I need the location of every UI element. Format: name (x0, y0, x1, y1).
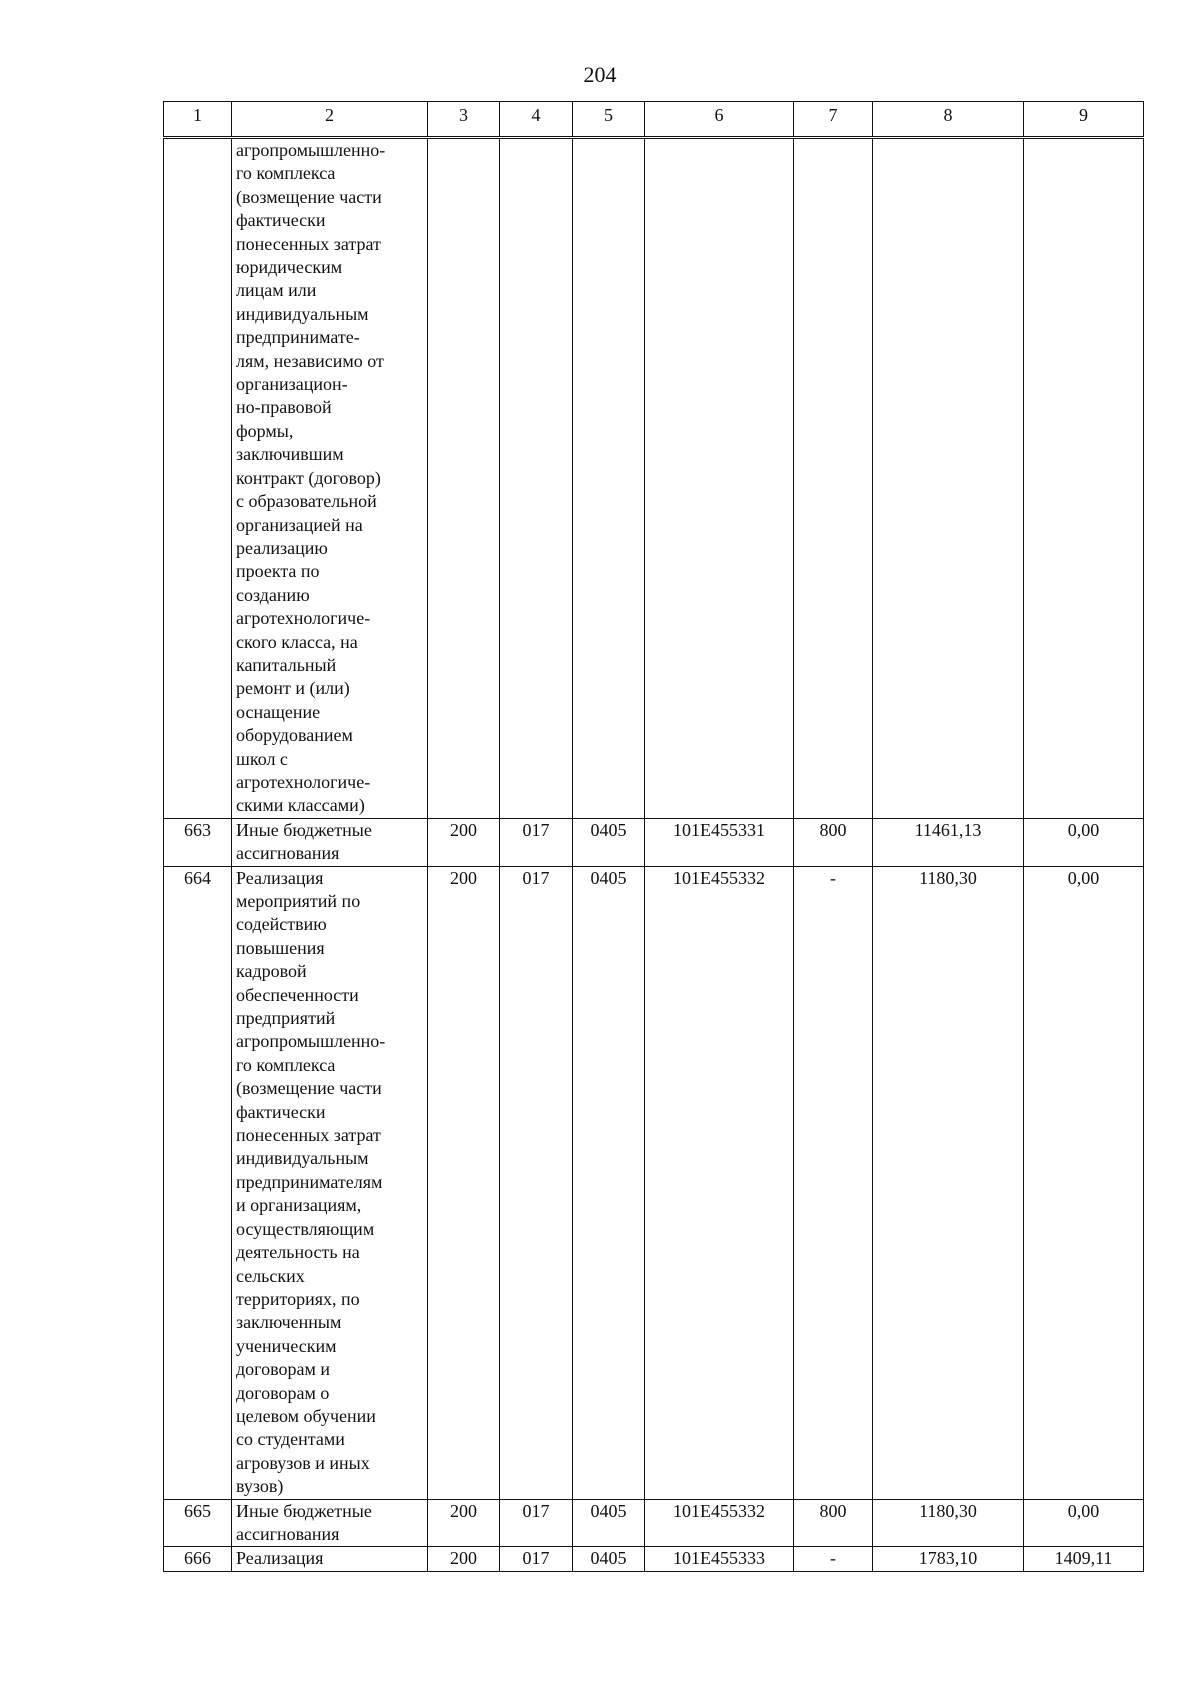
description-line: проекта по (236, 561, 320, 582)
description-line: Иные бюджетные (236, 1500, 372, 1521)
description-line: территориях, по (236, 1288, 360, 1309)
description-line: кадровой (236, 961, 307, 982)
description-line: понесенных затрат (236, 1125, 381, 1146)
description-line: предпринимателям (236, 1171, 383, 1192)
col-header-5: 5 (573, 102, 645, 138)
cell-c4: 017 (500, 1547, 573, 1571)
cell-c4: 017 (500, 1499, 573, 1547)
description-line: договорам о (236, 1382, 330, 1403)
cell-c5: 0405 (573, 1547, 645, 1571)
description-line: с образовательной (236, 491, 377, 512)
description-line: договорам и (236, 1359, 330, 1380)
description-line: реализацию (236, 537, 328, 558)
description-line: агротехнологиче- (236, 771, 371, 792)
table-row (164, 818, 1144, 866)
cell-c9 (1024, 138, 1144, 819)
description-line: со студентами (236, 1429, 345, 1450)
cell-c7: 800 (794, 1499, 873, 1547)
description-line: вузов) (236, 1476, 284, 1497)
description-line: обеспеченности (236, 984, 359, 1005)
description-line: ского класса, на (236, 631, 358, 652)
description-line: оборудованием (236, 725, 353, 746)
cell-c5: 0405 (573, 866, 645, 1499)
row-description (232, 1547, 428, 1571)
table-row (164, 1547, 1144, 1571)
cell-c3: 200 (428, 818, 500, 866)
description-line: и организациям, (236, 1195, 362, 1216)
cell-c9: 1409,11 (1024, 1547, 1144, 1571)
description-line: лям, независимо от (236, 350, 384, 371)
description-line: понесенных затрат (236, 233, 381, 254)
cell-c3: 200 (428, 1499, 500, 1547)
row-number: 664 (164, 866, 232, 1499)
row-number: 663 (164, 818, 232, 866)
col-header-2: 2 (232, 102, 428, 138)
cell-c6: 101E455333 (645, 1547, 794, 1571)
row-description (232, 138, 428, 819)
cell-c4: 017 (500, 818, 573, 866)
col-header-3: 3 (428, 102, 500, 138)
description-line: (возмещение части (236, 186, 382, 207)
description-line: го комплекса (236, 1054, 336, 1075)
description-line: лицам или (236, 280, 317, 301)
description-line: (возмещение части (236, 1078, 382, 1099)
cell-c8: 1180,30 (873, 1499, 1024, 1547)
cell-c6: 101E455332 (645, 1499, 794, 1547)
description-line: Реализация (236, 1548, 324, 1569)
cell-c4: 017 (500, 866, 573, 1499)
description-line: повышения (236, 937, 325, 958)
cell-c8: 1180,30 (873, 866, 1024, 1499)
description-line: деятельность на (236, 1242, 360, 1263)
row-number (164, 138, 232, 819)
col-header-9: 9 (1024, 102, 1144, 138)
description-line: фактически (236, 1101, 326, 1122)
row-number: 666 (164, 1547, 232, 1571)
row-description (232, 818, 428, 866)
page-number: 204 (583, 62, 617, 87)
description-line: ремонт и (или) (236, 678, 350, 699)
cell-c9: 0,00 (1024, 818, 1144, 866)
description-line: Иные бюджетные (236, 819, 372, 840)
description-line: организацион- (236, 374, 348, 395)
cell-c3: 200 (428, 866, 500, 1499)
cell-c3: 200 (428, 1547, 500, 1571)
budget-table (163, 101, 1144, 1572)
description-line: ученическим (236, 1335, 337, 1356)
cell-c7: 800 (794, 818, 873, 866)
description-line: ассигнования (236, 1523, 340, 1544)
row-number: 665 (164, 1499, 232, 1547)
description-line: агропромышленно- (236, 1031, 386, 1052)
description-line: осуществляющим (236, 1218, 375, 1239)
cell-c7 (794, 138, 873, 819)
description-line: индивидуальным (236, 303, 369, 324)
table-row (164, 1499, 1144, 1547)
cell-c4 (500, 138, 573, 819)
cell-c6: 101E455331 (645, 818, 794, 866)
row-description (232, 1499, 428, 1547)
cell-c5: 0405 (573, 1499, 645, 1547)
description-line: школ с (236, 748, 288, 769)
description-line: агропромышленно- (236, 140, 386, 160)
description-line: организацией на (236, 514, 363, 535)
col-header-7: 7 (794, 102, 873, 138)
description-line: предпринимате- (236, 327, 360, 348)
description-line: заключенным (236, 1312, 342, 1333)
description-line: капитальный (236, 654, 337, 675)
description-line: го комплекса (236, 163, 336, 184)
cell-c6: 101E455332 (645, 866, 794, 1499)
table-row (164, 866, 1144, 1499)
cell-c3 (428, 138, 500, 819)
cell-c7: - (794, 866, 873, 1499)
description-line: но-правовой (236, 397, 332, 418)
description-line: содействию (236, 914, 327, 935)
table-row (164, 138, 1144, 819)
cell-c6 (645, 138, 794, 819)
table-body (164, 138, 1144, 1572)
col-header-4: 4 (500, 102, 573, 138)
description-line: формы, (236, 420, 294, 441)
description-line: юридическим (236, 257, 343, 278)
description-line: ассигнования (236, 843, 340, 864)
cell-c9: 0,00 (1024, 866, 1144, 1499)
description-line: агровузов и иных (236, 1452, 370, 1473)
description-line: мероприятий по (236, 891, 361, 911)
cell-c5 (573, 138, 645, 819)
description-line: созданию (236, 584, 310, 605)
cell-c8 (873, 138, 1024, 819)
col-header-1: 1 (164, 102, 232, 138)
description-line: индивидуальным (236, 1148, 369, 1169)
description-line: контракт (договор) (236, 467, 381, 488)
description-line: Реализация (236, 867, 324, 888)
row-description (232, 866, 428, 1499)
cell-c5: 0405 (573, 818, 645, 866)
description-line: заключившим (236, 444, 344, 465)
description-line: сельских (236, 1265, 305, 1286)
description-line: предприятий (236, 1008, 336, 1029)
header-row (164, 102, 1144, 138)
cell-c9: 0,00 (1024, 1499, 1144, 1547)
description-line: скими классами) (236, 795, 365, 816)
col-header-6: 6 (645, 102, 794, 138)
description-line: агротехнологиче- (236, 608, 371, 629)
description-line: целевом обучении (236, 1405, 376, 1426)
description-line: оснащение (236, 701, 321, 722)
cell-c8: 1783,10 (873, 1547, 1024, 1571)
cell-c7: - (794, 1547, 873, 1571)
col-header-8: 8 (873, 102, 1024, 138)
description-line: фактически (236, 210, 326, 231)
cell-c8: 11461,13 (873, 818, 1024, 866)
